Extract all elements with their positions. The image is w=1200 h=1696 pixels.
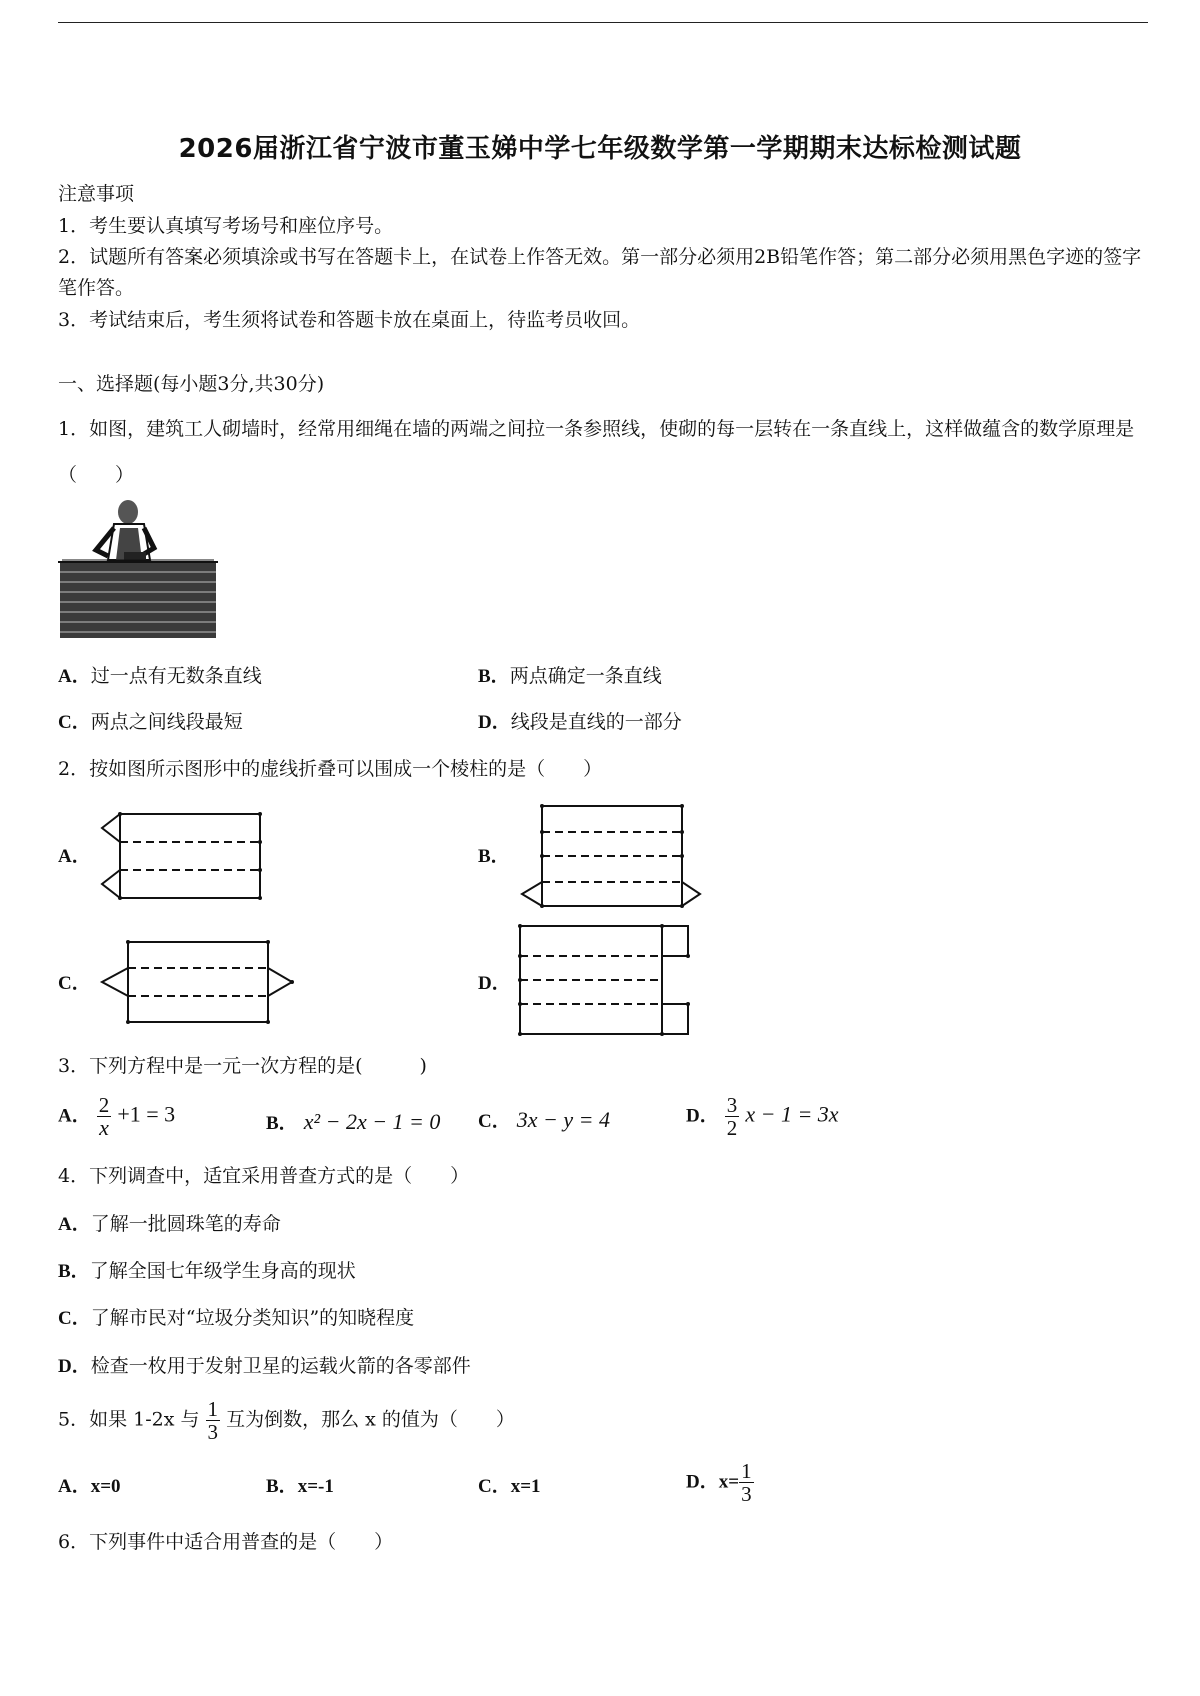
option-text: 两点确定一条直线 — [509, 665, 662, 687]
option-label: C． — [478, 1111, 511, 1132]
option-text: 了解全国七年级学生身高的现状 — [89, 1260, 356, 1282]
q3-option-d[interactable] — [686, 1094, 839, 1139]
q4-option-c[interactable] — [58, 1304, 414, 1333]
fraction: $\frac{1}{3}$ — [207, 1397, 219, 1444]
option-text: 线段是直线的一部分 — [510, 711, 682, 733]
equation-text: +1 = 3 — [117, 1101, 176, 1127]
note-item-1: 1．考生要认真填写考场号和座位序号。 — [58, 215, 394, 237]
equation-text: x − 1 = 3x — [745, 1101, 839, 1127]
note-item-2: 2．试题所有答案必须填涂或书写在答题卡上，在试卷上作答无效。第一部分必须用2B铅笔作答；第二部分必须用黑色字迹的签字笔作答。 — [58, 246, 1142, 299]
q2-option-a-label[interactable]: A． — [58, 846, 91, 867]
option-label: C． — [58, 1308, 91, 1329]
question-4-stem: 4．下列调查中，适宜采用普查方式的是（ ） — [58, 1165, 470, 1187]
question-1-stem: 1．如图，建筑工人砌墙时，经常用细绳在墙的两端之间拉一条参照线，使砌的每一层转在一条直线上，这样做蕴含的数学原理是（ ） — [58, 418, 1135, 486]
fraction: $\frac{2}{x}$ — [98, 1093, 110, 1140]
q2-figure-b — [516, 804, 706, 908]
question-6-stem: 6．下列事件中适合用普查的是（ ） — [58, 1531, 394, 1553]
option-label: A． — [58, 666, 91, 687]
option-text: x=0 — [90, 1476, 121, 1497]
option-label: D． — [686, 1471, 719, 1493]
q3-option-a[interactable] — [58, 1094, 175, 1139]
option-text: x= — [718, 1471, 740, 1493]
q4-option-b[interactable] — [58, 1257, 356, 1286]
option-label: A． — [58, 1105, 91, 1127]
q2-option-b-label[interactable]: B． — [478, 846, 510, 867]
option-text: 两点之间线段最短 — [90, 711, 243, 733]
q1-option-b[interactable] — [478, 662, 662, 691]
option-text: x=1 — [510, 1476, 541, 1497]
q2-figure-a — [96, 810, 276, 902]
option-label: D． — [58, 1356, 91, 1377]
q5-option-b[interactable] — [266, 1472, 334, 1501]
option-label: B． — [266, 1113, 298, 1134]
q1-option-c[interactable] — [58, 708, 243, 737]
option-text: x=-1 — [297, 1476, 334, 1497]
option-label: C． — [478, 1476, 511, 1497]
q3-option-c[interactable] — [478, 1106, 610, 1136]
option-label: C． — [58, 712, 91, 733]
q5-option-a[interactable] — [58, 1472, 121, 1501]
q3-option-b[interactable] — [266, 1108, 440, 1138]
option-label: A． — [58, 1476, 91, 1497]
q2-figure-d — [516, 924, 696, 1038]
option-text: 了解市民对“垃圾分类知识”的知晓程度 — [90, 1307, 415, 1329]
option-text: 了解一批圆珠笔的寿命 — [90, 1213, 281, 1235]
q5-option-d[interactable] — [686, 1460, 754, 1505]
section-heading: 一、选择题(每小题3分,共30分) — [58, 373, 325, 395]
equation-text: 3x − y = 4 — [516, 1107, 611, 1132]
q1-option-a[interactable] — [58, 662, 262, 691]
q5-option-c[interactable] — [478, 1472, 541, 1501]
question-5-stem: 5．如果 1-2x 与 $\frac{1}{3}$ 互为倒数，那么 x 的值为（ ） — [58, 1397, 515, 1444]
header-rule — [58, 22, 1148, 23]
q2-option-c-label[interactable]: C． — [58, 973, 91, 994]
page-title: 2026届浙江省宁波市董玉娣中学七年级数学第一学期期末达标检测试题 — [178, 134, 1022, 164]
notes-heading: 注意事项 — [58, 183, 135, 205]
option-text: 检查一枚用于发射卫星的运载火箭的各零部件 — [90, 1355, 471, 1377]
q2-option-d-label[interactable]: D． — [478, 973, 511, 994]
question-3-stem: 3．下列方程中是一元一次方程的是( ) — [58, 1055, 427, 1077]
fraction: $\frac{3}{2}$ — [726, 1093, 738, 1140]
note-item-3: 3．考试结束后，考生须将试卷和答题卡放在桌面上，待监考员收回。 — [58, 309, 641, 331]
q4-option-a[interactable] — [58, 1210, 281, 1239]
fraction: $\frac{1}{3}$ — [741, 1459, 752, 1506]
option-label: B． — [58, 1261, 90, 1282]
option-label: D． — [478, 712, 511, 733]
q1-option-d[interactable] — [478, 708, 682, 737]
q4-option-d[interactable] — [58, 1352, 471, 1381]
option-label: B． — [478, 666, 510, 687]
bricklayer-illustration — [58, 498, 218, 640]
option-label: D． — [686, 1105, 719, 1127]
option-label: B． — [266, 1476, 298, 1497]
equation-text: x² − 2x − 1 = 0 — [303, 1109, 441, 1134]
question-2-stem: 2．按如图所示图形中的虚线折叠可以围成一个棱柱的是（ ） — [58, 758, 603, 780]
q2-figure-c — [96, 938, 302, 1026]
option-text: 过一点有无数条直线 — [90, 665, 262, 687]
option-label: A． — [58, 1214, 91, 1235]
